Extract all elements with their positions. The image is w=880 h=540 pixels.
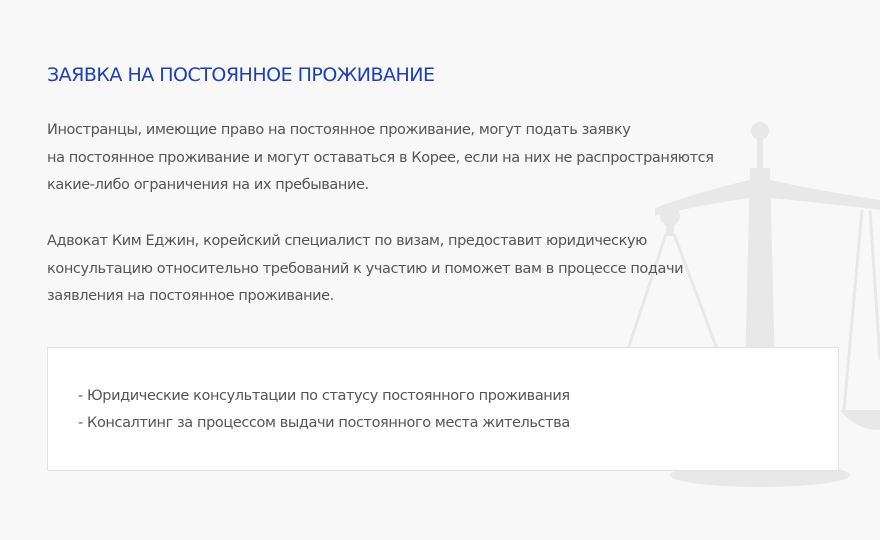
services-box [47,347,839,471]
intro-line: Иностранцы, имеющие право на постоянное проживание, могут подать заявку [47,122,631,138]
services-list [78,383,570,437]
consultation-line: заявления на постоянное проживание. [47,288,334,304]
page-title: ЗАЯВКА НА ПОСТОЯННОЕ ПРОЖИВАНИЕ [47,64,435,86]
service-item: - Юридические консультации по статусу постоянного проживания [78,383,570,410]
consultation-line: Адвокат Ким Еджин, корейский специалист по визам, предоставит юридическую [47,233,647,249]
service-item: - Консалтинг за процессом выдачи постоянного места жительства [78,410,570,437]
consultation-line: консультацию относительно требований к участию и поможет вам в процессе подачи [47,260,684,277]
intro-paragraph [47,117,714,200]
intro-line: какие-либо ограничения на их пребывание. [47,177,369,193]
intro-line: на постоянное проживание и могут оставаться в Корее, если на них не распространяются [47,149,714,166]
consultation-paragraph [47,228,683,311]
